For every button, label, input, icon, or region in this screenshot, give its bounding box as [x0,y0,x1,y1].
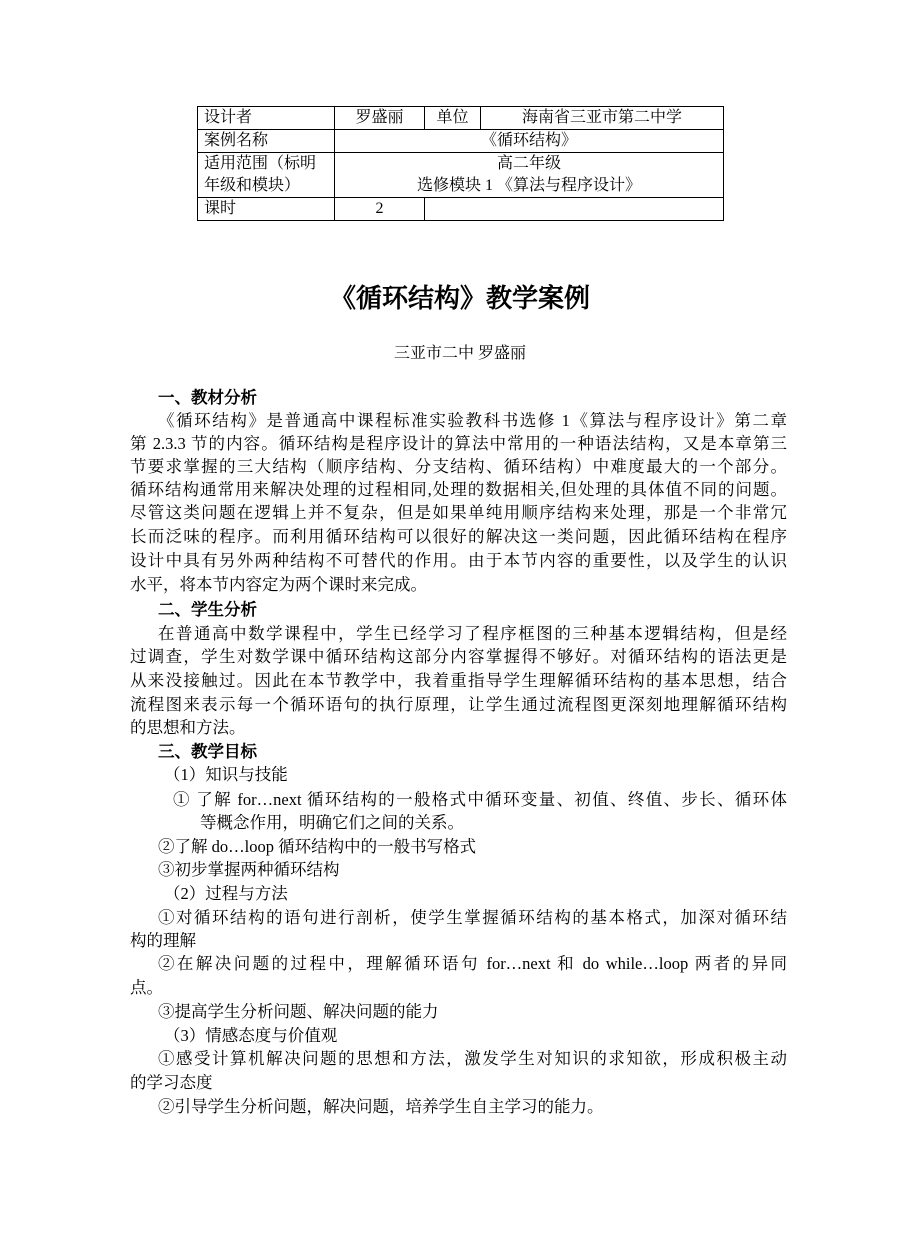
list-item: 点。 [130,978,163,997]
list-item: ②在解决问题的过程中，理解循环语句 for…next 和 do while…loop 两者的异同 [158,954,787,973]
case-info-table [197,106,724,221]
author-line: 三亚市二中 罗盛丽 [393,345,526,362]
scope-label-line: 适用范围（标明 [204,155,317,172]
list-item: ①感受计算机解决问题的思想和方法，激发学生对知识的求知欲，形成积极主动 [158,1049,787,1068]
paragraph-line: 《循环结构》是普通高中课程标准实验教科书选修 1《算法与程序设计》第二章 [158,411,787,430]
subheading: （3）情感态度与价值观 [164,1026,338,1045]
paragraph-line: 第 2.3.3 节的内容。循环结构是程序设计的算法中常用的一种语法结构，又是本章第三 [130,434,787,453]
list-item: ① 了解 for…next 循环结构的一般格式中循环变量、初值、终值、步长、循环体 [173,790,787,809]
paragraph-line: 节要求掌握的三大结构（顺序结构、分支结构、循环结构）中难度最大的一个部分。 [130,457,787,476]
scope-label [198,153,335,198]
hours-value: 2 [335,198,425,221]
table-row [198,153,724,198]
list-item: ③初步掌握两种循环结构 [158,860,340,879]
table-row [198,107,724,130]
empty-cell [425,198,724,221]
paragraph-line: 循环结构通常用来解决处理的过程相同,处理的数据相关,但处理的具体值不同的问题。 [130,480,787,499]
list-item: ①对循环结构的语句进行剖析，使学生掌握循环结构的基本格式，加深对循环结 [158,908,787,927]
paragraph-line: 尽管这类问题在逻辑上并不复杂，但是如果单纯用顺序结构来处理，那是一个非常冗 [130,503,787,522]
section-heading: 三、教学目标 [158,742,257,761]
designer-value: 罗盛丽 [335,107,425,130]
list-item: ③提高学生分析问题、解决问题的能力 [158,1002,439,1021]
list-item: 的学习态度 [130,1073,213,1092]
paragraph-line: 设计中具有另外两种结构不可替代的作用。由于本节内容的重要性，以及学生的认识 [130,551,787,570]
section-heading: 二、学生分析 [158,600,257,619]
table-row [198,130,724,153]
list-item: 构的理解 [130,931,196,950]
case-name-value: 《循环结构》 [335,130,724,153]
paragraph-line: 在普通高中数学课程中，学生已经学习了程序框图的三种基本逻辑结构，但是经 [158,624,787,643]
scope-value-line: 高二年级 [496,155,561,172]
scope-value-line: 选修模块 1 《算法与程序设计》 [416,177,641,194]
paragraph-line: 水平，将本节内容定为两个课时来完成。 [130,575,427,594]
designer-label: 设计者 [198,107,335,130]
paragraph-line: 长而泛味的程序。而利用循环结构可以很好的解决这一类问题，因此循环结构在程序 [130,527,787,546]
section-heading: 一、教材分析 [158,388,257,407]
document-title: 《循环结构》教学案例 [329,284,590,313]
unit-label: 单位 [425,107,481,130]
list-item: 等概念作用，明确它们之间的关系。 [200,813,464,832]
case-name-label: 案例名称 [198,130,335,153]
paragraph-line: 过调查，学生对数学课中循环结构这部分内容掌握得不够好。对循环结构的语法更是 [130,647,787,666]
paragraph-line: 从来没接触过。因此在本节教学中，我着重指导学生理解循环结构的基本思想，结合 [130,671,787,690]
list-item: ②引导学生分析问题，解决问题，培养学生自主学习的能力。 [158,1097,604,1116]
scope-label-line: 年级和模块） [204,177,301,194]
table-row [198,198,724,221]
paragraph-line: 流程图来表示每一个循环语句的执行原理，让学生通过流程图更深刻地理解循环结构 [130,695,787,714]
unit-value: 海南省三亚市第二中学 [481,107,724,130]
scope-value [335,153,724,198]
list-item: ②了解 do…loop 循环结构中的一般书写格式 [158,837,477,856]
subheading: （2）过程与方法 [164,884,288,903]
hours-label: 课时 [198,198,335,221]
subheading: （1）知识与技能 [164,765,288,784]
paragraph-line: 的思想和方法。 [130,718,246,737]
